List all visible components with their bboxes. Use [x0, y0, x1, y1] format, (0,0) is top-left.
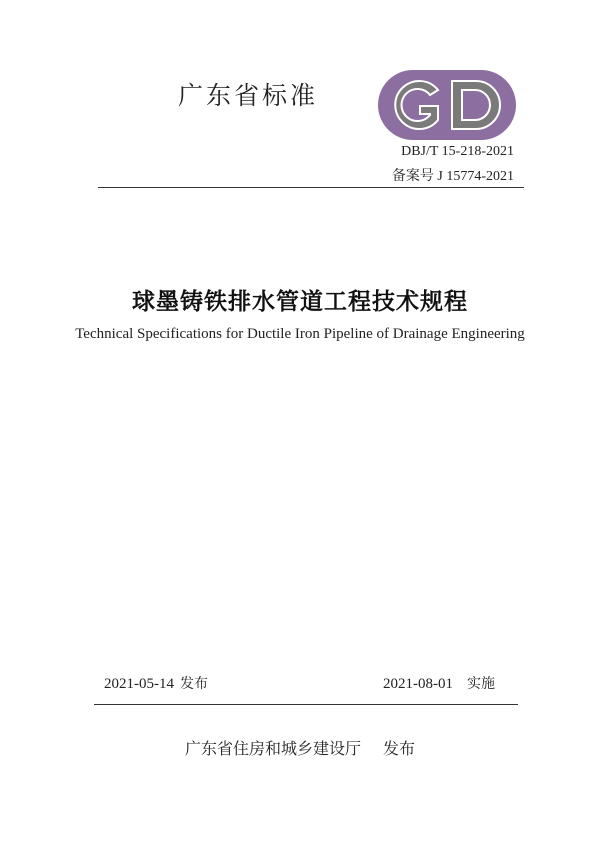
- document-title-english: Technical Specifications for Ductile Iron Pipeline of Drainage Engineering: [75, 326, 525, 342]
- document-title-chinese: 球墨铸铁排水管道工程技术规程: [132, 288, 468, 315]
- publisher-action: 发布: [383, 739, 416, 758]
- gd-logo: [376, 68, 518, 142]
- top-divider: [98, 187, 524, 188]
- effective-label: 实施: [467, 676, 495, 692]
- record-number: 备案号 J 15774-2021: [391, 169, 514, 184]
- issue-label: 发布: [180, 676, 208, 692]
- standard-category: 广东省标准: [178, 81, 319, 110]
- bottom-divider: [94, 704, 518, 705]
- issue-date: 2021-05-14: [104, 676, 174, 692]
- effective-date: 2021-08-01: [383, 676, 453, 692]
- publisher-name: 广东省住房和城乡建设厅: [184, 739, 361, 758]
- standard-code: DBJ/T 15-218-2021: [401, 144, 514, 159]
- publisher-line: [0, 736, 600, 759]
- effective-date-line: [383, 673, 495, 693]
- issue-date-line: [104, 673, 208, 693]
